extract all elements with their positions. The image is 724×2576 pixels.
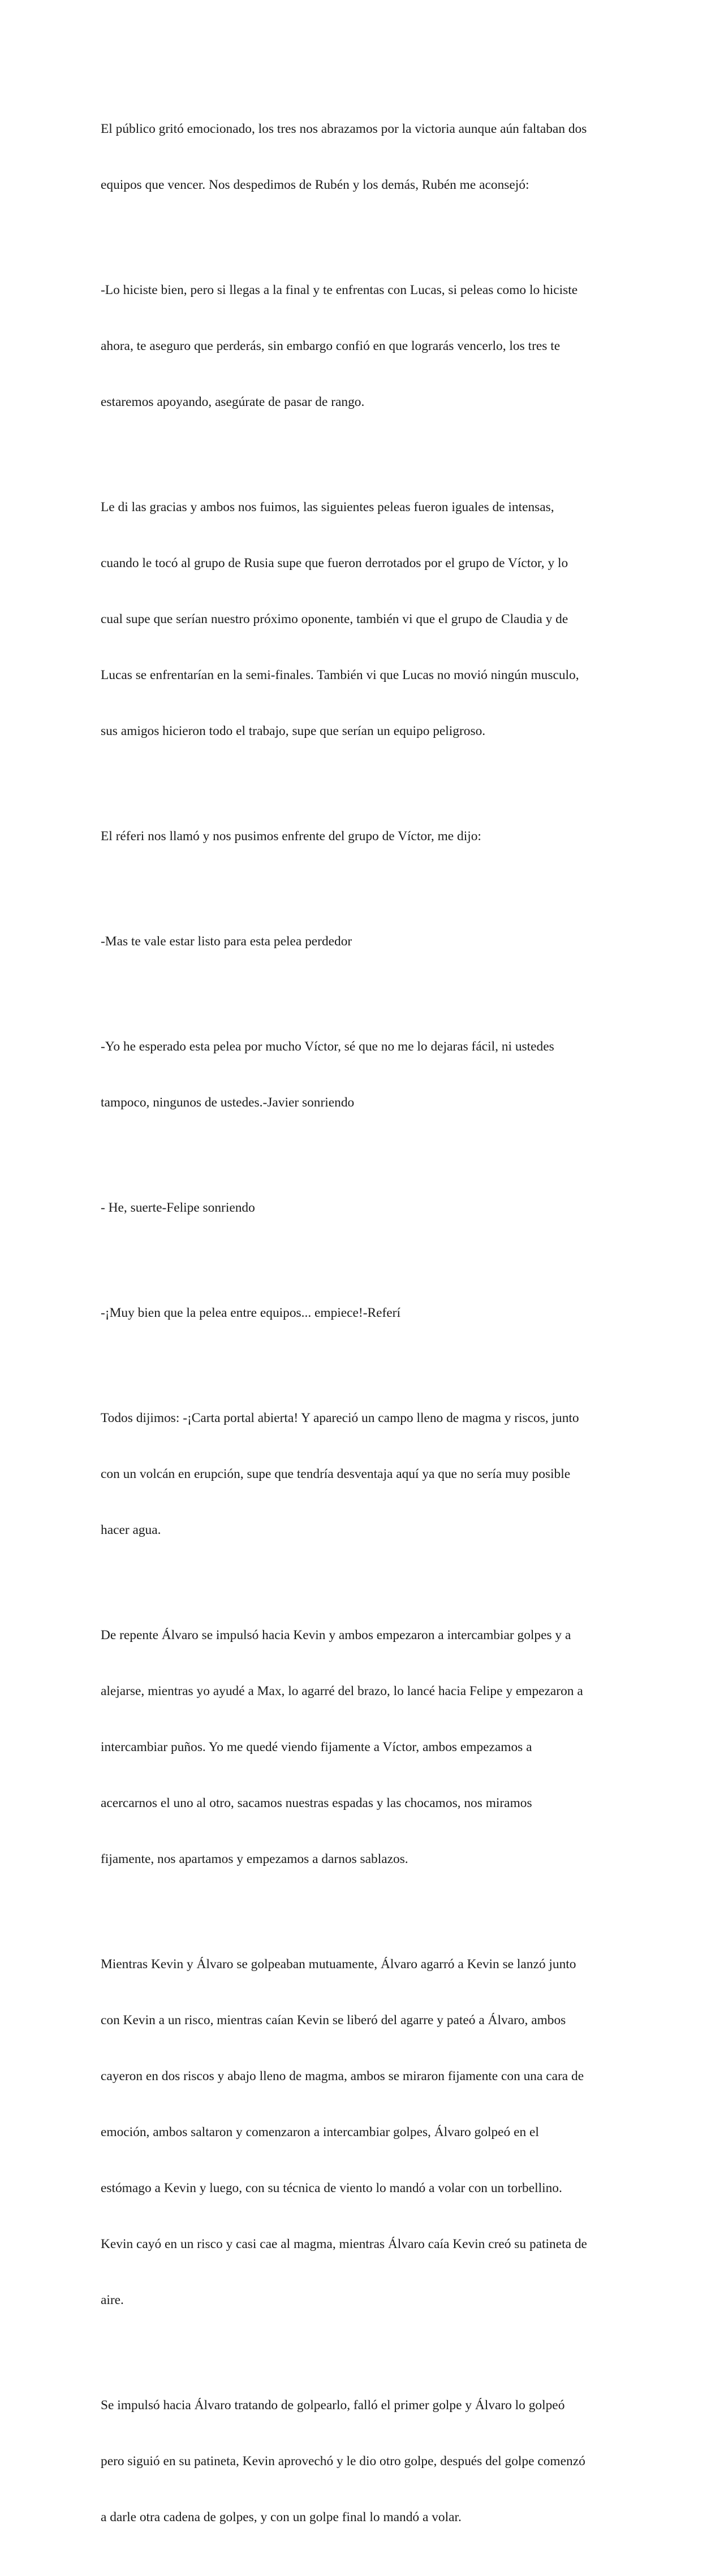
text-line: con Kevin a un risco, mientras caían Kevin se liberó del agarre y pateó a Álvaro, ambos — [101, 2013, 566, 2028]
text-line: cual supe que serían nuestro próximo oponente, también vi que el grupo de Claudia y de — [101, 612, 568, 626]
text-line: Le di las gracias y ambos nos fuimos, las siguientes peleas fueron iguales de intensas, — [101, 500, 554, 515]
text-line: - He, suerte-Felipe sonriendo — [101, 1200, 255, 1215]
paragraph — [101, 1589, 630, 1906]
text-line: -Lo hiciste bien, pero si llegas a la final y te enfrentas con Lucas, si peleas como lo hiciste — [101, 283, 578, 297]
paragraph — [101, 790, 630, 883]
text-line: hacer agua. — [101, 1523, 161, 1537]
text-line: Se impulsó hacia Álvaro tratando de golpearlo, falló el primer golpe y Álvaro lo golpeó — [101, 2398, 565, 2413]
paragraph — [101, 83, 630, 232]
text-line: Kevin cayó en un risco y casi cae al magma, mientras Álvaro caía Kevin creó su patineta de — [101, 2237, 587, 2251]
paragraph — [101, 895, 630, 988]
paragraph — [101, 1267, 630, 1360]
text-line: Lucas se enfrentarían en la semi-finales. También vi que Lucas no movió ningún musculo, — [101, 668, 579, 682]
text-line: Todos dijimos: -¡Carta portal abierta! Y apareció un campo lleno de magma y riscos, junto — [101, 1411, 579, 1425]
text-line: emoción, ambos saltaron y comenzaron a intercambiar golpes, Álvaro golpeó en el — [101, 2125, 539, 2140]
text-line: El público gritó emocionado, los tres nos abrazamos por la victoria aunque aún faltaban dos — [101, 122, 587, 136]
text-line: alejarse, mientras yo ayudé a Max, lo agarré del brazo, lo lancé hacia Felipe y empezaron a — [101, 1684, 583, 1698]
text-line: a darle otra cadena de golpes, y con un golpe final lo mandó a volar. — [101, 2510, 462, 2525]
text-line: -Mas te vale estar listo para esta pelea perdedor — [101, 934, 352, 949]
paragraph — [101, 461, 630, 778]
paragraph — [101, 1000, 630, 1149]
text-line: -¡Muy bien que la pelea entre equipos... empiece!-Referí — [101, 1306, 400, 1320]
text-line: sus amigos hicieron todo el trabajo, supe que serían un equipo peligroso. — [101, 724, 486, 738]
text-line: intercambiar puños. Yo me quedé viendo fijamente a Víctor, ambos empezamos a — [101, 1740, 532, 1754]
text-line: tampoco, ningunos de ustedes.-Javier sonriendo — [101, 1095, 355, 1110]
text-line: acercarnos el uno al otro, sacamos nuestras espadas y las chocamos, nos miramos — [101, 1796, 532, 1810]
paragraph — [101, 1161, 630, 1255]
text-line: El réferi nos llamó y nos pusimos enfrente del grupo de Víctor, me dijo: — [101, 829, 481, 844]
paragraph — [101, 244, 630, 449]
text-line: -Yo he esperado esta pelea por mucho Víctor, sé que no me lo dejaras fácil, ni ustedes — [101, 1039, 554, 1054]
text-line: estómago a Kevin y luego, con su técnica de viento lo mandó a volar con un torbellino. — [101, 2181, 562, 2195]
text-line: aire. — [101, 2293, 124, 2307]
text-line: De repente Álvaro se impulsó hacia Kevin y ambos empezaron a intercambiar golpes y a — [101, 1628, 571, 1643]
text-line: estaremos apoyando, asegúrate de pasar de rango. — [101, 395, 365, 409]
text-line: con un volcán en erupción, supe que tendría desventaja aquí ya que no sería muy posible — [101, 1467, 571, 1481]
text-line: ahora, te aseguro que perderás, sin embargo confió en que lograrás vencerlo, los tres te — [101, 339, 561, 353]
text-line: equipos que vencer. Nos despedimos de Rubén y los demás, Rubén me aconsejó: — [101, 178, 529, 192]
text-line: pero siguió en su patineta, Kevin aprovechó y le dio otro golpe, después del golpe comenzó — [101, 2454, 585, 2469]
paragraph — [101, 2359, 630, 2564]
paragraph — [101, 1372, 630, 1577]
paragraph — [101, 1918, 630, 2347]
text-line: Mientras Kevin y Álvaro se golpeaban mutuamente, Álvaro agarró a Kevin se lanzó junto — [101, 1957, 576, 1972]
text-line: cayeron en dos riscos y abajo lleno de magma, ambos se miraron fijamente con una cara de — [101, 2069, 584, 2084]
text-line: fijamente, nos apartamos y empezamos a darnos sablazos. — [101, 1852, 408, 1866]
text-line: cuando le tocó al grupo de Rusia supe que fueron derrotados por el grupo de Víctor, y lo — [101, 556, 568, 570]
document-body — [101, 83, 630, 2576]
